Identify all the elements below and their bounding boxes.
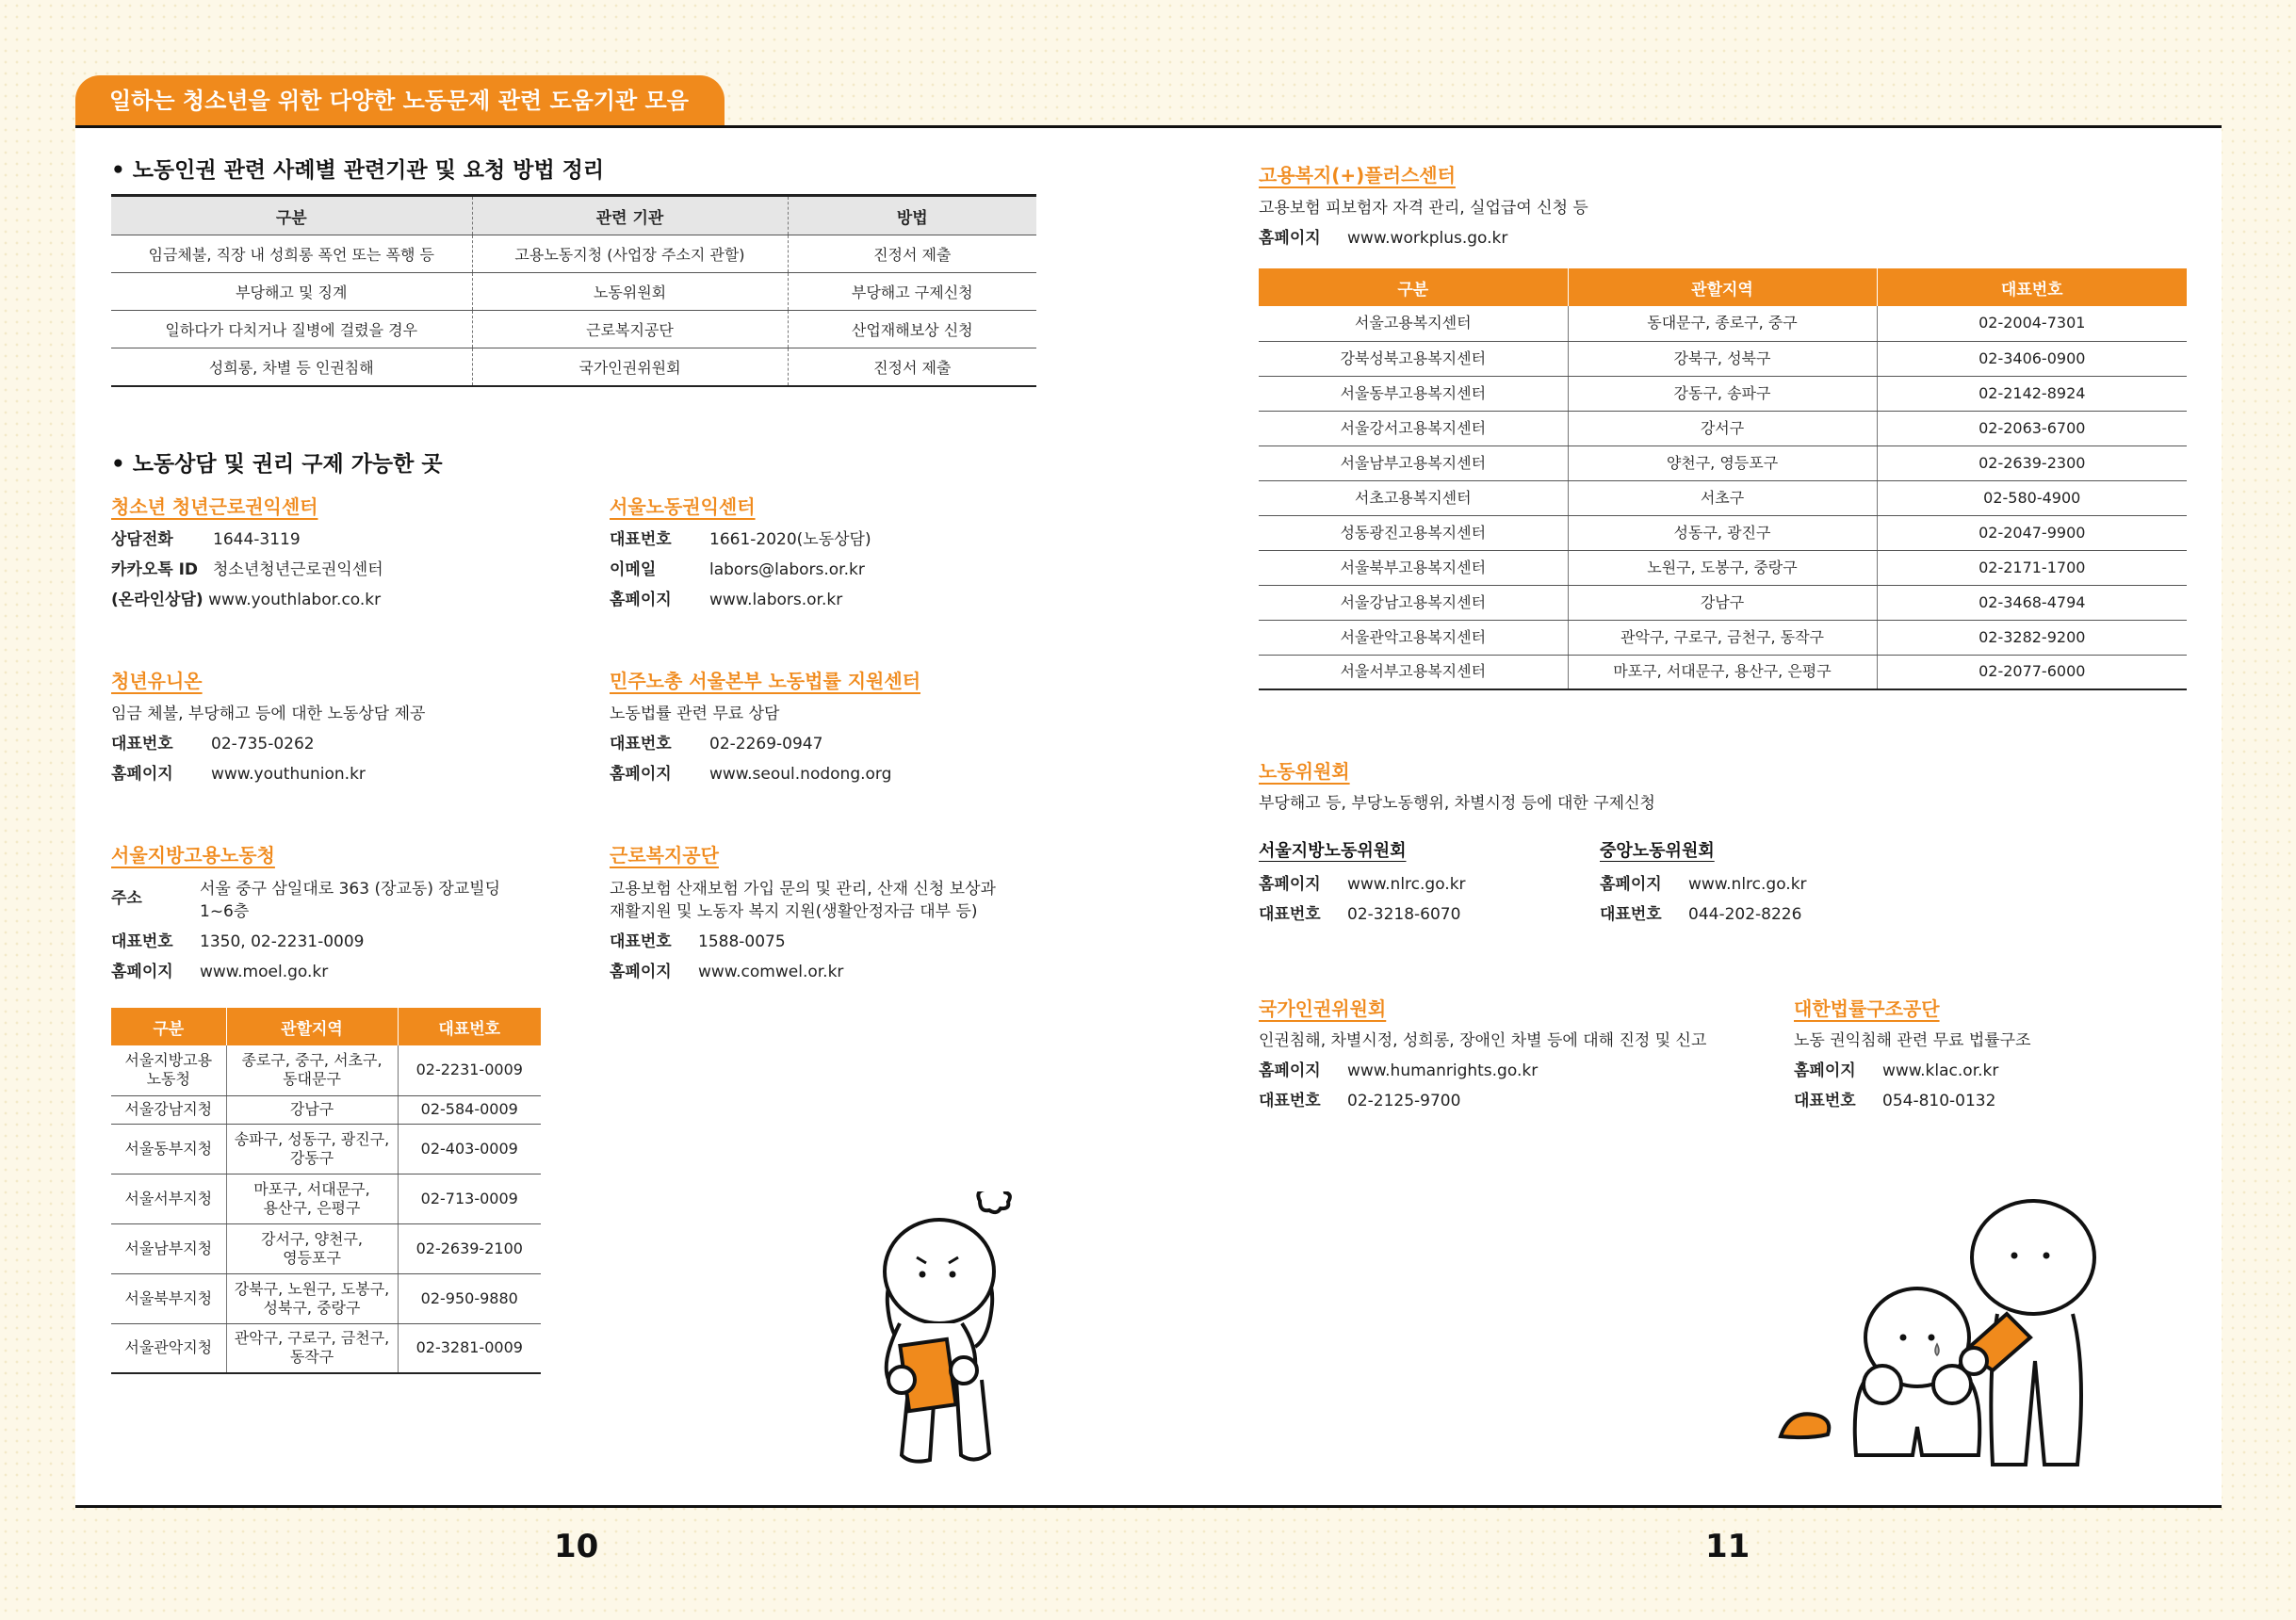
- table-cell: 02-950-9880: [398, 1273, 541, 1323]
- table-cell: 강서구, 양천구, 영등포구: [226, 1223, 398, 1273]
- table-cell: 임금체불, 직장 내 성희롱 폭언 또는 폭행 등: [111, 235, 472, 273]
- table-cell: 강남구: [226, 1095, 398, 1124]
- seoul-commission-phone: [1259, 900, 1460, 924]
- youth-union-title: 청년유니온: [111, 670, 203, 692]
- table-header: 관련 기관: [472, 196, 788, 235]
- youth-union-desc: 임금 체불, 부당해고 등에 대한 노동상담 제공: [111, 705, 426, 723]
- table-cell: 02-580-4900: [1877, 480, 2187, 515]
- field-label: 이메일: [610, 560, 657, 579]
- workplus-table: [1259, 268, 2187, 690]
- comwel-title: 근로복지공단: [610, 844, 719, 867]
- moel-addr-line1: 서울 중구 삼일대로 363 (장교동) 장교빌딩: [200, 880, 501, 899]
- branch-table: [111, 1008, 541, 1374]
- field-label: 대표번호: [1259, 905, 1321, 924]
- tear-icon: [1935, 1344, 1939, 1355]
- table-row: [111, 1323, 541, 1373]
- table-row: [1259, 480, 2187, 515]
- table-cell: 02-2639-2100: [398, 1223, 541, 1273]
- field-value: 1644-3119: [213, 530, 301, 549]
- workplus-title: 고용복지(+)플러스센터: [1259, 164, 1456, 186]
- table-row: [1259, 620, 2187, 655]
- field-label: 홈페이지: [1600, 875, 1662, 894]
- field-value: 02-2269-0947: [709, 735, 823, 753]
- table-cell: 마포구, 서대문구, 용산구, 은평구: [1568, 655, 1877, 689]
- table-cell: 성동구, 광진구: [1568, 515, 1877, 550]
- table-header: 구분: [111, 1008, 226, 1045]
- field-label: 홈페이지: [111, 765, 173, 784]
- character-head: [885, 1220, 994, 1323]
- central-commission-web: [1600, 870, 1807, 894]
- table-cell: 02-713-0009: [398, 1174, 541, 1223]
- table-cell: 02-3406-0900: [1877, 341, 2187, 376]
- comwel-web: [610, 958, 843, 981]
- table-row: [111, 235, 1036, 273]
- table-header: 대표번호: [1877, 268, 2187, 306]
- comwel-desc-line1: 고용보험 산재보험 가입 문의 및 관리, 산재 신청 보상과: [610, 880, 996, 899]
- table-cell: 강북구, 노원구, 도봉구, 성북구, 중랑구: [226, 1273, 398, 1323]
- moel-phone: [111, 928, 365, 951]
- field-value[interactable]: www.seoul.nodong.org: [709, 765, 892, 784]
- table-row: [111, 273, 1036, 311]
- field-value: 1588-0075: [698, 932, 786, 951]
- table-cell: 서울강남고용복지센터: [1259, 585, 1568, 620]
- table-cell: 02-2063-6700: [1877, 411, 2187, 446]
- table-cell: 서울관악고용복지센터: [1259, 620, 1568, 655]
- case-table: [111, 194, 1036, 387]
- consult-section-title: • 노동상담 및 권리 구제 가능한 곳: [111, 452, 443, 477]
- central-commission-phone: [1600, 900, 1801, 924]
- klac-title: 대한법률구조공단: [1794, 997, 1940, 1020]
- table-cell: 마포구, 서대문구, 용산구, 은평구: [226, 1174, 398, 1223]
- klac-desc: 노동 권익침해 관련 무료 법률구조: [1794, 1031, 2031, 1050]
- workplus-desc: 고용보험 피보험자 자격 관리, 실업급여 신청 등: [1259, 199, 1588, 218]
- worried-character-illustration: [853, 1191, 1032, 1474]
- table-row: [1259, 655, 2187, 689]
- field-label: 홈페이지: [1794, 1061, 1856, 1080]
- table-cell: 서울동부고용복지센터: [1259, 376, 1568, 411]
- seoul-labor-center-phone: [610, 526, 871, 549]
- field-value: 청소년청년근로권익센터: [213, 560, 383, 579]
- table-row: [111, 1273, 541, 1323]
- labor-commission-desc: 부당해고 등, 부당노동행위, 차별시정 등에 대한 구제신청: [1259, 794, 1655, 813]
- puff-icon: [978, 1191, 1010, 1212]
- table-cell: 서울강남지청: [111, 1095, 226, 1124]
- table-header-row: [1259, 268, 2187, 306]
- youth-center-phone: [111, 526, 301, 549]
- field-value: 1661-2020(노동상담): [709, 530, 871, 549]
- table-cell: 관악구, 구로구, 금천구, 동작구: [1568, 620, 1877, 655]
- seoul-commission-web: [1259, 870, 1466, 894]
- table-cell: 부당해고 구제신청: [788, 273, 1036, 311]
- field-value[interactable]: www.workplus.go.kr: [1347, 229, 1508, 248]
- nhrc-desc: 인권침해, 차별시정, 성희롱, 장애인 차별 등에 대해 진정 및 신고: [1259, 1031, 1707, 1050]
- field-value: 054-810-0132: [1882, 1092, 1996, 1110]
- field-value: 02-3218-6070: [1347, 905, 1461, 924]
- field-value[interactable]: www.comwel.or.kr: [698, 963, 844, 981]
- table-cell: 서울강서고용복지센터: [1259, 411, 1568, 446]
- table-cell: 일하다가 다치거나 질병에 걸렸을 경우: [111, 311, 472, 348]
- table-cell: 산업재해보상 신청: [788, 311, 1036, 348]
- workplus-web: [1259, 224, 1507, 248]
- labor-commission-title: 노동위원회: [1259, 760, 1350, 783]
- klac-web: [1794, 1057, 1998, 1080]
- table-cell: 관악구, 구로구, 금천구, 동작구: [226, 1323, 398, 1373]
- table-row: [111, 311, 1036, 348]
- table-cell: 02-3282-9200: [1877, 620, 2187, 655]
- header-divider: [75, 125, 2222, 128]
- central-commission-title: 중앙노동위원회: [1600, 841, 1715, 861]
- field-label: 홈페이지: [610, 765, 672, 784]
- comwel-phone: [610, 928, 786, 951]
- table-row: [111, 1095, 541, 1124]
- comforting-characters-illustration: [1771, 1182, 2148, 1474]
- table-cell: 양천구, 영등포구: [1568, 446, 1877, 480]
- table-row: [111, 1045, 541, 1095]
- nhrc-phone: [1259, 1087, 1460, 1110]
- youth-center-online: [111, 586, 381, 609]
- table-row: [1259, 376, 2187, 411]
- moel-web: [111, 958, 328, 981]
- field-label: 대표번호: [1794, 1092, 1856, 1110]
- comwel-desc-line2: 재활지원 및 노동자 복지 지원(생활안정자금 대부 등): [610, 902, 978, 921]
- field-label: 대표번호: [111, 932, 173, 951]
- table-cell: 서울고용복지센터: [1259, 306, 1568, 341]
- field-label: 홈페이지: [1259, 875, 1321, 894]
- table-row: [1259, 515, 2187, 550]
- field-value: 044-202-8226: [1688, 905, 1802, 924]
- youth-center-title: 청소년 청년근로권익센터: [111, 495, 318, 518]
- table-row: [1259, 585, 2187, 620]
- table-cell: 서울동부지청: [111, 1124, 226, 1174]
- field-label: 대표번호: [610, 735, 672, 753]
- table-row: [111, 348, 1036, 386]
- table-cell: 성동광진고용복지센터: [1259, 515, 1568, 550]
- moel-addr-line2: 1~6층: [200, 902, 250, 921]
- moel-title: 서울지방고용노동청: [111, 844, 275, 867]
- table-cell: 02-2171-1700: [1877, 550, 2187, 585]
- table-row: [1259, 341, 2187, 376]
- table-cell: 02-3468-4794: [1877, 585, 2187, 620]
- field-value[interactable]: www.labors.or.kr: [709, 591, 843, 609]
- table-row: [1259, 446, 2187, 480]
- table-cell: 02-584-0009: [398, 1095, 541, 1124]
- field-label: 홈페이지: [111, 963, 173, 981]
- table-cell: 강서구: [1568, 411, 1877, 446]
- field-label: (온라인상담): [111, 591, 204, 609]
- kctu-desc: 노동법률 관련 무료 상담: [610, 705, 780, 723]
- field-label: 주소: [111, 889, 142, 908]
- table-cell: 종로구, 중구, 서초구, 동대문구: [226, 1045, 398, 1095]
- kctu-title: 민주노총 서울본부 노동법률 지원센터: [610, 670, 921, 692]
- field-value[interactable]: www.klac.or.kr: [1882, 1061, 1999, 1080]
- table-cell: 국가인권위원회: [472, 348, 788, 386]
- table-header-row: [111, 196, 1036, 235]
- table-cell: 강동구, 송파구: [1568, 376, 1877, 411]
- table-cell: 강북성북고용복지센터: [1259, 341, 1568, 376]
- table-header: 관할지역: [226, 1008, 398, 1045]
- kctu-web: [610, 760, 891, 784]
- table-cell: 서울북부지청: [111, 1273, 226, 1323]
- field-value[interactable]: www.humanrights.go.kr: [1347, 1061, 1539, 1080]
- table-cell: 서울북부고용복지센터: [1259, 550, 1568, 585]
- table-cell: 근로복지공단: [472, 311, 788, 348]
- field-value[interactable]: www.youthunion.kr: [211, 765, 366, 784]
- field-value: 02-735-0262: [211, 735, 315, 753]
- table-cell: 진정서 제출: [788, 348, 1036, 386]
- field-label: 대표번호: [1600, 905, 1662, 924]
- table-cell: 진정서 제출: [788, 235, 1036, 273]
- table-header-row: [111, 1008, 541, 1045]
- seoul-labor-center-title: 서울노동권익센터: [610, 495, 756, 518]
- table-cell: 서울남부고용복지센터: [1259, 446, 1568, 480]
- table-cell: 02-2077-6000: [1877, 655, 2187, 689]
- field-value: 1350, 02-2231-0009: [200, 932, 365, 951]
- table-cell: 부당해고 및 징계: [111, 273, 472, 311]
- table-cell: 고용노동지청 (사업장 주소지 관할): [472, 235, 788, 273]
- table-cell: 동대문구, 종로구, 중구: [1568, 306, 1877, 341]
- field-value[interactable]: www.nlrc.go.kr: [1347, 875, 1466, 894]
- header-title: 일하는 청소년을 위한 다양한 노동문제 관련 도움기관 모음: [75, 75, 725, 127]
- table-cell: 노동위원회: [472, 273, 788, 311]
- table-row: [1259, 550, 2187, 585]
- seoul-labor-center-email: [610, 556, 865, 579]
- table-header: 방법: [788, 196, 1036, 235]
- field-label: 대표번호: [1259, 1092, 1321, 1110]
- field-label: 대표번호: [610, 932, 672, 951]
- table-header: 구분: [1259, 268, 1568, 306]
- table-cell: 서울관악지청: [111, 1323, 226, 1373]
- footer-divider: [75, 1505, 2222, 1508]
- field-value[interactable]: www.moel.go.kr: [200, 963, 329, 981]
- youth-union-phone: [111, 730, 315, 753]
- youth-center-kakao: [111, 556, 383, 579]
- nhrc-web: [1259, 1057, 1538, 1080]
- field-label: 대표번호: [610, 530, 672, 549]
- table-cell: 02-403-0009: [398, 1124, 541, 1174]
- klac-phone: [1794, 1087, 1995, 1110]
- table-cell: 노원구, 도봉구, 중랑구: [1568, 550, 1877, 585]
- field-label: 카카오톡 ID: [111, 560, 199, 579]
- field-label: 홈페이지: [610, 963, 672, 981]
- table-cell: 서초구: [1568, 480, 1877, 515]
- table-cell: 02-2047-9900: [1877, 515, 2187, 550]
- table-cell: 송파구, 성동구, 광진구, 강동구: [226, 1124, 398, 1174]
- field-value: 02-2125-9700: [1347, 1092, 1461, 1110]
- page-number-left: 10: [554, 1528, 599, 1565]
- field-value[interactable]: www.nlrc.go.kr: [1688, 875, 1807, 894]
- table-row: [111, 1174, 541, 1223]
- table-cell: 02-2142-8924: [1877, 376, 2187, 411]
- table-cell: 02-2639-2300: [1877, 446, 2187, 480]
- field-label: 홈페이지: [1259, 229, 1321, 248]
- table-cell: 강남구: [1568, 585, 1877, 620]
- table-cell: 02-3281-0009: [398, 1323, 541, 1373]
- case-section-title: • 노동인권 관련 사례별 관련기관 및 요청 방법 정리: [111, 158, 605, 183]
- table-row: [111, 1124, 541, 1174]
- field-label: 대표번호: [111, 735, 173, 753]
- field-label: 상담전화: [111, 530, 173, 549]
- table-cell: 서초고용복지센터: [1259, 480, 1568, 515]
- seoul-commission-title: 서울지방노동위원회: [1259, 841, 1407, 861]
- cap-icon: [1781, 1414, 1829, 1437]
- table-cell: 성희롱, 차별 등 인권침해: [111, 348, 472, 386]
- table-header: 구분: [111, 196, 472, 235]
- field-value[interactable]: www.youthlabor.co.kr: [208, 591, 382, 609]
- table-cell: 서울서부지청: [111, 1174, 226, 1223]
- field-label: 홈페이지: [610, 591, 672, 609]
- table-cell: 02-2231-0009: [398, 1045, 541, 1095]
- table-cell: 서울서부고용복지센터: [1259, 655, 1568, 689]
- nhrc-title: 국가인권위원회: [1259, 997, 1387, 1020]
- seoul-labor-center-web: [610, 586, 842, 609]
- table-row: [111, 1223, 541, 1273]
- page-number-right: 11: [1705, 1528, 1750, 1565]
- table-cell: 서울지방고용 노동청: [111, 1045, 226, 1095]
- moel-addr-label: [111, 884, 142, 908]
- table-header: 관할지역: [1568, 268, 1877, 306]
- youth-union-web: [111, 760, 366, 784]
- field-value[interactable]: labors@labors.or.kr: [709, 560, 865, 579]
- kctu-phone: [610, 730, 822, 753]
- table-cell: 02-2004-7301: [1877, 306, 2187, 341]
- table-cell: 강북구, 성북구: [1568, 341, 1877, 376]
- table-header: 대표번호: [398, 1008, 541, 1045]
- tall-character-head: [1972, 1201, 2094, 1314]
- table-cell: 서울남부지청: [111, 1223, 226, 1273]
- table-row: [1259, 411, 2187, 446]
- table-row: [1259, 306, 2187, 341]
- field-label: 홈페이지: [1259, 1061, 1321, 1080]
